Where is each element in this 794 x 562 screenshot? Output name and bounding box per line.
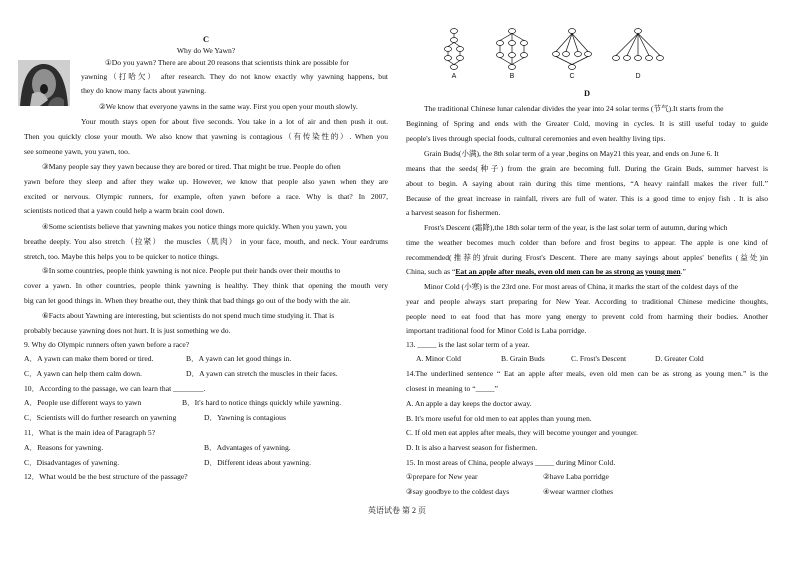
para-c1-line2: yawning（打哈欠） after research. They do not know exactly why yawning happens, but	[81, 72, 388, 81]
para-d3-line2: time the weather becomes much colder than before and frost begins to appear. The apple is one kind of	[406, 238, 768, 247]
question-14-stem-line2: closest in meaning to “_____”	[406, 384, 498, 393]
question-9-stem: 9. Why do Olympic runners often yawn before a race?	[24, 340, 190, 349]
para-d1-line1: The traditional Chinese lunar calendar divides the year into 24 solar terms (节气).It starts from the	[424, 104, 724, 113]
diagram-a	[445, 29, 464, 70]
q15-option-2[interactable]: ②have Laba porridge	[543, 472, 609, 481]
diagram-label-b: B	[509, 73, 515, 80]
q15-option-4[interactable]: ④wear warmer clothes	[543, 487, 614, 496]
q11-option-d[interactable]: D．Different ideas about yawning.	[204, 458, 311, 467]
para-d1-line2: Beginning of Spring and ends with the Greater Cold, moving in cycles. It is still useful today to guide	[406, 119, 768, 128]
para-c3-line3: excited or nervous. Olympic runners, for example, often yawn before a race. Why is that? In 2007,	[24, 192, 388, 201]
q13-option-a[interactable]: A. Minor Cold	[416, 354, 461, 363]
para-d2-line5: a harvest season for fishermen.	[406, 208, 501, 217]
para-d4-line3: people need to eat food that has more yang energy to prevent cold from harming their bodies. Another	[406, 312, 768, 321]
q13-option-b[interactable]: B. Grain Buds	[501, 354, 545, 363]
para-d2-line3: about to begin. A saying about rain during this time mentions, “A heavy rainfall makes the river full.”	[406, 179, 768, 188]
section-d-letter: D	[583, 89, 591, 98]
question-11-stem: 11．What is the main idea of Paragraph 5?	[24, 428, 156, 437]
china-saying-prefix: China, such as “	[406, 267, 456, 276]
para-c4-line2: breathe deeply. You also stretch（拉紧） the muscles（肌肉） in your face, mouth, and neck. Your eardrums	[24, 237, 388, 246]
china-saying-underlined: Eat an apple after meals, even old men can be as strong as young men	[455, 267, 681, 276]
diagram-label-c: C	[569, 73, 575, 80]
q10-option-d[interactable]: D．Yawning is contagious	[204, 413, 286, 422]
para-c5-line3: big can let good things in. When they breathe out, they think that bad things go out of the body with the air.	[24, 296, 351, 305]
para-c5-line1: ⑤In some countries, people think yawning is not nice. People put their hands over their mouths to	[42, 266, 341, 275]
para-c3-line1: ③Many people say they yawn because they are bored or tired. That might be true. People do often	[42, 162, 341, 171]
q14-option-d[interactable]: D. It is also a harvest season for fishermen.	[406, 443, 538, 452]
passage-c-title: Why do We Yawn?	[176, 46, 236, 55]
diagram-label-d: D	[635, 73, 641, 80]
para-c4-line1: ④Some scientists believe that yawning makes you notice things more quickly. When you yawn, you	[42, 222, 347, 231]
q9-option-d[interactable]: D．A yawn can stretch the muscles in their faces.	[186, 369, 338, 378]
para-c6-line2: probably because yawning does not hurt. It is just something we do.	[24, 326, 231, 335]
para-c6-line1: ⑥Facts about Yawning are interesting, but scientists do not spend much time studying it. That is	[42, 311, 335, 320]
question-12-stem: 12．What would be the best structure of the passage?	[24, 472, 188, 481]
para-c1-line3: they do know many facts about yawning.	[81, 86, 207, 95]
china-saying-suffix: .”	[680, 267, 686, 276]
para-d4-line4: important traditional food for Minor Cold is Laba porridge.	[406, 326, 587, 335]
para-d3-line4	[406, 267, 686, 276]
para-d2-line2: means that the seeds(种子) from the grain are becoming full. During the Grain Buds, summer harvest is	[406, 164, 768, 173]
para-c2-line1: ②We know that everyone yawns in the same way. First you open your mouth slowly.	[99, 102, 358, 111]
para-c3-line4: scientists noticed that a yawn could help a warm brain cool down.	[24, 206, 225, 215]
diagram-c	[553, 29, 592, 70]
para-c5-line2: cover a yawn. In other countries, people think yawning is healthy. They think that opening the mouth very	[24, 281, 388, 290]
page-footer: 英语试卷 第 2 页	[368, 506, 426, 515]
para-c2-line2: Your mouth stays open for about five seconds. You take in a lot of air and then push it out.	[81, 117, 388, 126]
para-d4-line1: Minor Cold (小寒) is the 23rd one. For most areas of China, it marks the start of the coldest days of the	[424, 282, 739, 291]
diagram-b	[497, 29, 528, 70]
q15-option-1[interactable]: ①prepare for New year	[406, 472, 478, 481]
yawning-woman-photo	[18, 60, 70, 106]
question-15-stem: 15. In most areas of China, people always _____ during Minor Cold.	[406, 458, 616, 467]
q10-option-b[interactable]: B．It's hard to notice things quickly while yawning.	[182, 398, 342, 407]
para-c3-line2: yawn before they sleep and after they wake up. However, we know that people also yawn when they are	[24, 177, 388, 186]
question-14-stem-line1: 14.The underlined sentence “ Eat an apple after meals, even old men can be as strong as young men.” is the	[406, 369, 768, 378]
q14-option-b[interactable]: B. It's more useful for old men to eat apples than young men.	[406, 414, 592, 423]
para-d2-line4: Because of the great increase in rainfall, rivers are full of water. This is a good time to enjoy fish . It is also	[406, 194, 768, 203]
q10-option-a[interactable]: A．People use different ways to yawn	[24, 398, 142, 407]
para-c1-line1: ①Do you yawn? There are about 20 reasons that scientists think are possible for	[105, 58, 349, 67]
q11-option-c[interactable]: C．Disadvantages of yawning.	[24, 458, 120, 467]
q11-option-b[interactable]: B．Advantages of yawning.	[204, 443, 291, 452]
diagram-d	[613, 29, 664, 61]
para-d1-line3: people's lives through special foods, cultural ceremonies and even healthy living tips.	[406, 134, 666, 143]
q13-option-d[interactable]: D. Greater Cold	[655, 354, 704, 363]
para-d3-line1: Frost's Descent (霜降),the 18th solar term of the year, is the last solar term of autumn, during which	[424, 223, 728, 232]
q14-option-c[interactable]: C. If old men eat apples after meals, they will become younger and younger.	[406, 428, 638, 437]
q11-option-a[interactable]: A．Reasons for yawning.	[24, 443, 104, 452]
q10-option-c[interactable]: C．Scientists will do further research on yawning	[24, 413, 177, 422]
q13-option-c[interactable]: C. Frost's Descent	[571, 354, 627, 363]
question-10-stem: 10．According to the passage, we can learn that ________.	[24, 384, 206, 393]
q9-option-a[interactable]: A．A yawn can make them bored or tired.	[24, 354, 154, 363]
q9-option-b[interactable]: B．A yawn can let good things in.	[186, 354, 292, 363]
structure-diagram-options	[426, 28, 676, 80]
para-d2-line1: Grain Buds(小满), the 8th solar term of a year ,begins on May21 this year, and ends on June 6. It	[424, 149, 719, 158]
q9-option-c[interactable]: C．A yawn can help them calm down.	[24, 369, 142, 378]
q15-option-3[interactable]: ③say goodbye to the coldest days	[406, 487, 510, 496]
para-c2-line3: Then you quickly close your mouth. We also know that yawning is contagious（有传染性的）. When you	[24, 132, 388, 141]
section-c-letter: C	[202, 35, 210, 44]
diagram-label-a: A	[451, 73, 457, 80]
para-d4-line2: year and people always start preparing for New Year. According to traditional Chinese medicine thoughts,	[406, 297, 768, 306]
para-c2-line4: see someone yawn, you yawn, too.	[24, 147, 130, 156]
q14-option-a[interactable]: A. An apple a day keeps the doctor away.	[406, 399, 532, 408]
para-c4-line3: stretch, too. Maybe this helps you to be quicker to notice things.	[24, 252, 219, 261]
para-d3-line3: recommended(推荐的)fruit during Frost's Descent. There are many sayings about apples' benefits (益处)in	[406, 253, 768, 262]
question-13-stem: 13. _____ is the last solar term of a year.	[406, 340, 530, 349]
